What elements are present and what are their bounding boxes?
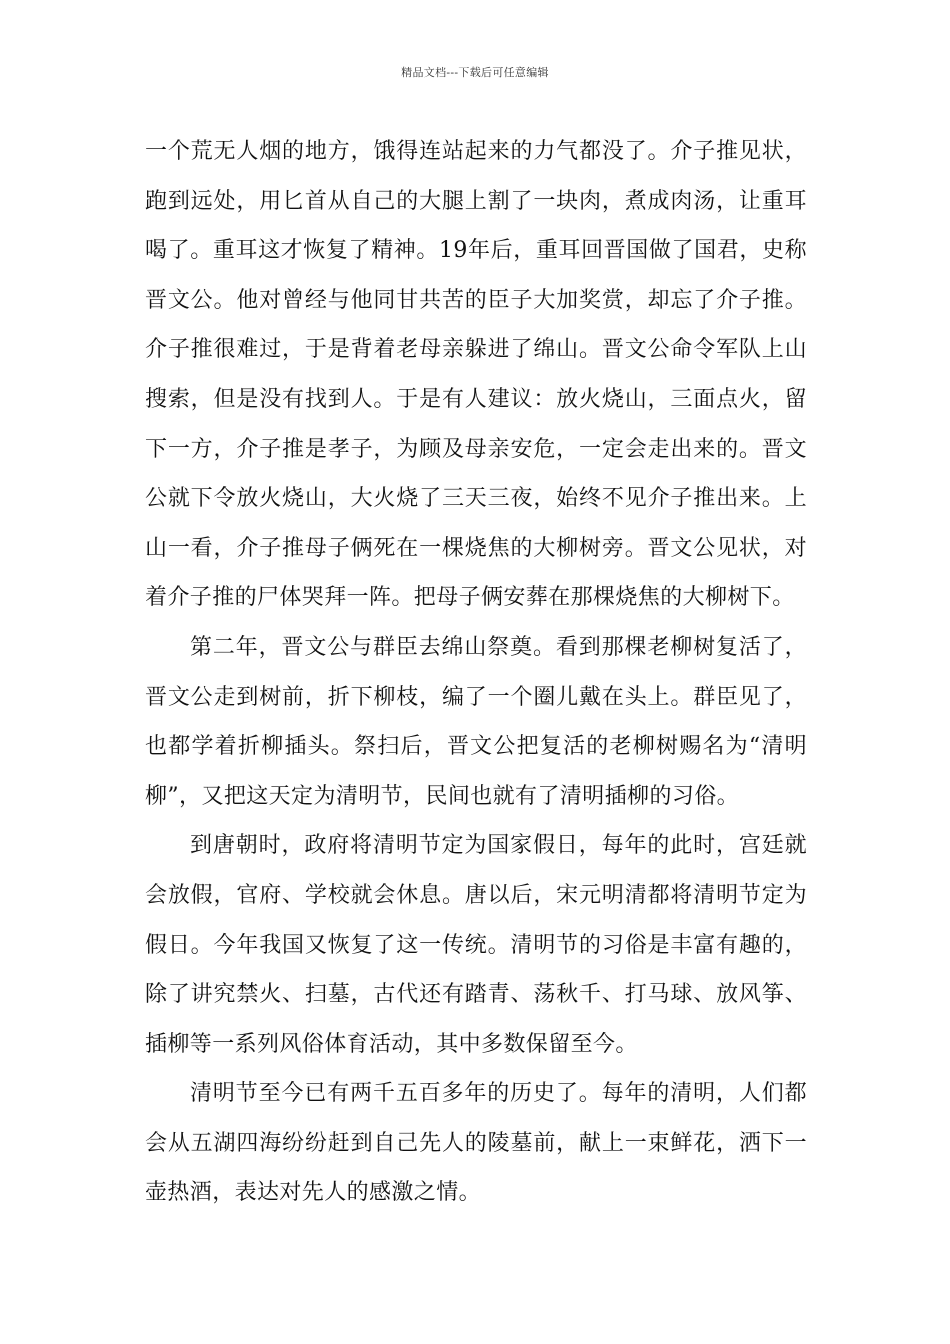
- paragraph-continuation: 一个荒无人烟的地方，饿得连站起来的力气都没了。介子推见状，跑到远处，用匕首从自己的大腿上割了一块肉，煮成肉汤，让重耳喝了。重耳这才恢复了精神。19年后，重耳回晋国做了国君，史称晋文公。他对曾经与他同甘共苦的臣子大加奖赏，却忘了介子推。介子推很难过，于是背着老母亲躲进了绵山。晋文公命令军队上山搜索，但是没有找到人。于是有人建议：放火烧山，三面点火，留下一方，介子推是孝子，为顾及母亲安危，一定会走出来的。晋文公就下令放火烧山，大火烧了三天三夜，始终不见介子推出来。上山一看，介子推母子俩死在一棵烧焦的大柳树旁。晋文公见状，对着介子推的尸体哭拜一阵。把母子俩安葬在那棵烧焦的大柳树下。: [145, 139, 807, 611]
- paragraph: 清明节至今已有两千五百多年的历史了。每年的清明，人们都会从五湖四海纷纷赶到自己先人的陵墓前，献上一束鲜花，洒下一壶热酒，表达对先人的感激之情。: [145, 1081, 807, 1206]
- paragraph: 第二年，晋文公与群臣去绵山祭奠。看到那棵老柳树复活了，晋文公走到树前，折下柳枝，编了一个圈儿戴在头上。群臣见了，也都学着折柳插头。祭扫后，晋文公把复活的老柳树赐名为“清明柳”，又把这天定为清明节，民间也就有了清明插柳的习俗。: [145, 634, 807, 809]
- page-header: 精品文档---下载后可任意编辑: [401, 66, 549, 79]
- document-body: [145, 127, 807, 1218]
- paragraph: 到唐朝时，政府将清明节定为国家假日，每年的此时，宫廷就会放假，官府、学校就会休息。唐以后，宋元明清都将清明节定为假日。今年我国又恢复了这一传统。清明节的习俗是丰富有趣的，除了讲究禁火、扫墓，古代还有踏青、荡秋千、打马球、放风筝、插柳等一系列风俗体育活动，其中多数保留至今。: [145, 833, 807, 1057]
